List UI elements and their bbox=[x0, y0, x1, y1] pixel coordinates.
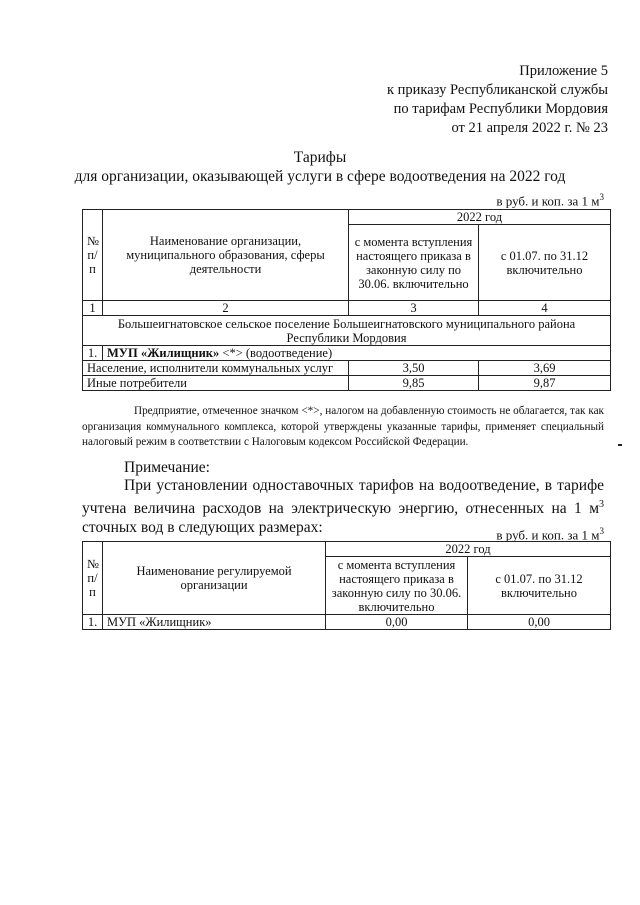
org-row bbox=[83, 346, 611, 361]
header-period-2: с 01.07. по 31.12 включительно bbox=[468, 557, 611, 615]
tariff-table bbox=[82, 209, 611, 391]
table2-unit-label: в руб. и коп. за 1 $м^3$ bbox=[496, 526, 604, 543]
row-label: Иные потребители bbox=[83, 376, 349, 391]
org-name: МУП «Жилищник» <*> (водоотведение) bbox=[103, 346, 611, 361]
header-year: 2022 год bbox=[349, 210, 611, 225]
row-name: МУП «Жилищник» bbox=[103, 615, 326, 630]
appendix-line-2: к приказу Республиканской службы bbox=[386, 82, 608, 98]
margin-mark bbox=[618, 444, 622, 446]
header-period-2: с 01.07. по 31.12 включительно bbox=[479, 225, 611, 301]
row-value-1: 3,50 bbox=[349, 361, 479, 376]
appendix-header bbox=[387, 62, 608, 138]
col-number-3: 3 bbox=[349, 301, 479, 316]
appendix-line-3: по тарифам Республики Мордовия bbox=[393, 101, 608, 117]
row-value-2: 9,87 bbox=[479, 376, 611, 391]
table-row bbox=[83, 361, 611, 376]
footnote-text: Предприятие, отмеченное значком <*>, налогом на добавленную стоимость не облагается, так как организация коммунального комплекса, которой утверждены указанные тарифы, применяет специальный налоговый режим в соответствии с Налоговым кодексом Российской Федерации. bbox=[82, 405, 604, 448]
electricity-cost-table bbox=[82, 541, 611, 630]
note-text: При установлении одноставочных тарифов на водоотведение, в тарифе учтена величина расходов на электрическую энергию, отнесенных на 1 $м^3$ сточных вод в следующих размерах: bbox=[82, 477, 604, 537]
table-row bbox=[83, 615, 611, 630]
row-value-1: 9,85 bbox=[349, 376, 479, 391]
appendix-line-4: от 21 апреля 2022 г. № 23 bbox=[451, 120, 608, 136]
appendix-line-1: Приложение 5 bbox=[519, 63, 608, 79]
header-num: № п/п bbox=[83, 210, 103, 301]
col-number-4: 4 bbox=[479, 301, 611, 316]
row-num: 1. bbox=[83, 615, 103, 630]
header-year: 2022 год bbox=[326, 542, 611, 557]
header-num: № п/ п bbox=[83, 542, 103, 615]
note-heading: Примечание: bbox=[124, 459, 210, 476]
table1-unit-label: в руб. и коп. за 1 $м^3$ bbox=[496, 192, 604, 209]
row-value-2: 3,69 bbox=[479, 361, 611, 376]
table-row bbox=[83, 376, 611, 391]
col-number-1: 1 bbox=[83, 301, 103, 316]
row-value-1: 0,00 bbox=[326, 615, 468, 630]
header-name: Наименование регулируемой организации bbox=[103, 542, 326, 615]
vat-footnote bbox=[82, 404, 604, 451]
title-line-1: Тарифы bbox=[293, 149, 347, 166]
title-line-2: для организации, оказывающей услуги в сфере водоотведения на 2022 год bbox=[74, 168, 566, 185]
header-period-1: с момента вступления настоящего приказа в законную силу по 30.06. включительно bbox=[349, 225, 479, 301]
settlement-row: Большеигнатовское сельское поселение Большеигнатовского муниципального района Республики Мордовия bbox=[83, 316, 611, 346]
org-num: 1. bbox=[83, 346, 103, 361]
header-period-1: с момента вступления настоящего приказа в законную силу по 30.06. включительно bbox=[326, 557, 468, 615]
column-number-row bbox=[83, 301, 611, 316]
row-value-2: 0,00 bbox=[468, 615, 611, 630]
row-label: Население, исполнители коммунальных услуг bbox=[83, 361, 349, 376]
document-title bbox=[0, 148, 640, 186]
header-name: Наименование организации, муниципального образования, сферы деятельности bbox=[103, 210, 349, 301]
col-number-2: 2 bbox=[103, 301, 349, 316]
